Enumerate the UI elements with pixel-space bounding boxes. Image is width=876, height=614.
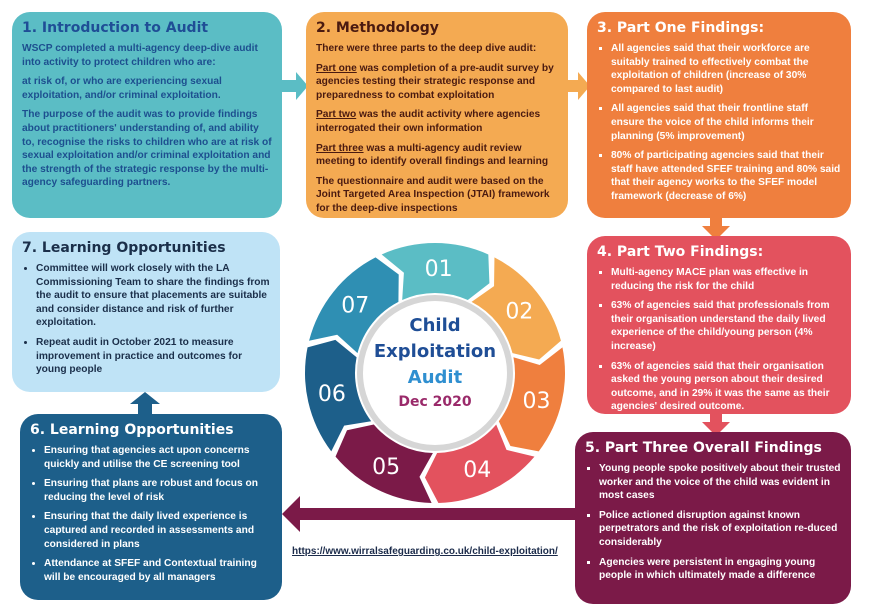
part-three-findings-title: 5. Part Three Overall Findings	[585, 440, 822, 456]
arrow-1-to-2	[282, 72, 308, 100]
methodology-box	[306, 12, 568, 218]
wheel-title-line-3: Audit	[407, 367, 463, 388]
list-item: ▪ All agencies said that their frontline staff ensure the voice of the child informs their planning (5% improvement)	[611, 102, 841, 143]
part-three-findings-list	[585, 462, 841, 583]
introduction-title: 1. Introduction to Audit	[22, 20, 209, 36]
list-item: ▪ Agencies were persistent in engaging young people in which ultimately made a difference	[599, 556, 841, 583]
part-one-text: was completion of a pre-audit survey by agencies testing their strategic response and preparedness to combat exploitation	[316, 62, 554, 101]
list-item: ▪ 63% of agencies said that their organisation asked the young person about their desired outcome, and in 29% it was the same as their agencies' desired outcome.	[611, 360, 841, 414]
list-item: ▪ Multi-agency MACE plan was effective in reducing the risk for the child	[611, 266, 841, 293]
part-one-label: Part one	[316, 62, 357, 74]
part-two-findings-list	[597, 266, 841, 414]
part-three-text: was a multi-agency audit review meeting to identify overall findings and learning	[316, 142, 549, 168]
part-two-text: was the audit activity where agencies interrogated their own information	[316, 109, 541, 134]
introduction-box	[12, 12, 282, 218]
list-item: • Committee will work closely with the LA Commissioning Team to share the findings from the audit to ensure that placements are suitable and consider distance and risk of further exploitation.	[36, 262, 270, 330]
list-item: ▪ 63% of agencies said that professionals from their organisation understand the daily lived experience of the child/young person (4% increase)	[611, 299, 841, 353]
wheel-segment-label-06: 06	[317, 381, 346, 407]
part-two-findings-title: 4. Part Two Findings:	[597, 244, 764, 260]
methodology-closing: The questionnaire and audit were based on the Joint Targeted Area Inspection (JTAI) framework for the deep-dive inspections	[316, 175, 550, 214]
list-item: ▪ All agencies said that their workforce are suitably trained to effectively combat the exploitation of children (increase of 30% compared to last audit)	[611, 42, 841, 96]
wheel-segment-label-02: 02	[505, 299, 534, 325]
list-item: ▪ Young people spoke positively about their trusted worker and the voice of the child was evident in most cases	[599, 462, 841, 503]
methodology-part-three	[316, 142, 558, 169]
methodology-intro: There were three parts to the deep dive audit:	[316, 43, 537, 54]
part-two-label: Part two	[316, 109, 357, 121]
wheel-segment-label-05: 05	[372, 454, 401, 480]
list-item: • Ensuring that plans are robust and focus on reducing the level of risk	[44, 477, 272, 504]
list-item: • Ensuring that the daily lived experience is captured and recorded in assessments and considered in plans	[44, 510, 272, 551]
child-exploitation-link[interactable]: https://www.wirralsafeguarding.co.uk/child-exploitation/	[292, 546, 558, 557]
introduction-text-2: at risk of, or who are experiencing sexual exploitation, and/or criminal exploitation.	[22, 76, 222, 101]
methodology-title: 2. Methodology	[316, 20, 439, 36]
wheel-segment-label-07: 07	[341, 293, 370, 319]
list-item: • Attendance at SFEF and Contextual training will be encouraged by all managers	[44, 557, 272, 584]
wheel-title-line-1: Child	[409, 315, 461, 336]
wheel-title-line-2: Exploitation	[373, 341, 497, 362]
part-one-findings-title: 3. Part One Findings:	[597, 20, 765, 36]
learning-opportunities-6-list	[30, 444, 272, 584]
introduction-text-1: WSCP completed a multi-agency deep-dive audit into activity to protect children who are:	[22, 43, 258, 68]
learning-opportunities-7-box	[12, 232, 280, 392]
audit-cycle-wheel	[300, 238, 570, 508]
part-one-findings-list	[597, 42, 841, 204]
wheel-segment-label-04: 04	[463, 458, 492, 484]
methodology-part-one	[316, 62, 558, 103]
part-three-label: Part three	[316, 142, 364, 154]
arrow-6-to-7	[130, 392, 160, 414]
wheel-segment-label-01: 01	[424, 257, 453, 283]
learning-opportunities-6-box	[20, 414, 282, 600]
wheel-segment-label-03: 03	[522, 388, 551, 414]
list-item: ▪ 80% of participating agencies said that their staff have attended SFEF training and 80% said that their agency works to the SFEF model framework (decrease of 6%)	[611, 149, 841, 203]
list-item: ▪ Police actioned disruption against known perpetrators and the risk of exploitation re-duced considerably	[599, 509, 841, 550]
wheel-date: Dec 2020	[398, 394, 472, 410]
part-one-findings-box	[587, 12, 851, 218]
learning-opportunities-7-list	[22, 262, 270, 377]
part-two-findings-box	[587, 236, 851, 414]
introduction-text-3: The purpose of the audit was to provide findings about practitioners' understanding of, and ability to, recognise the risks to children who are at risk of sexual exploitation and/or criminal exploitation and the strength of the strategic response by the multi-agency safeguarding partners.	[22, 109, 272, 189]
learning-opportunities-7-title: 7. Learning Opportunities	[22, 240, 226, 256]
methodology-part-two	[316, 108, 558, 135]
list-item: • Repeat audit in October 2021 to measure improvement in practice and outcomes for young people	[36, 336, 270, 377]
learning-opportunities-6-title: 6. Learning Opportunities	[30, 422, 234, 438]
part-three-findings-box	[575, 432, 851, 604]
list-item: • Ensuring that agencies act upon concerns quickly and utilise the CE screening tool	[44, 444, 272, 471]
